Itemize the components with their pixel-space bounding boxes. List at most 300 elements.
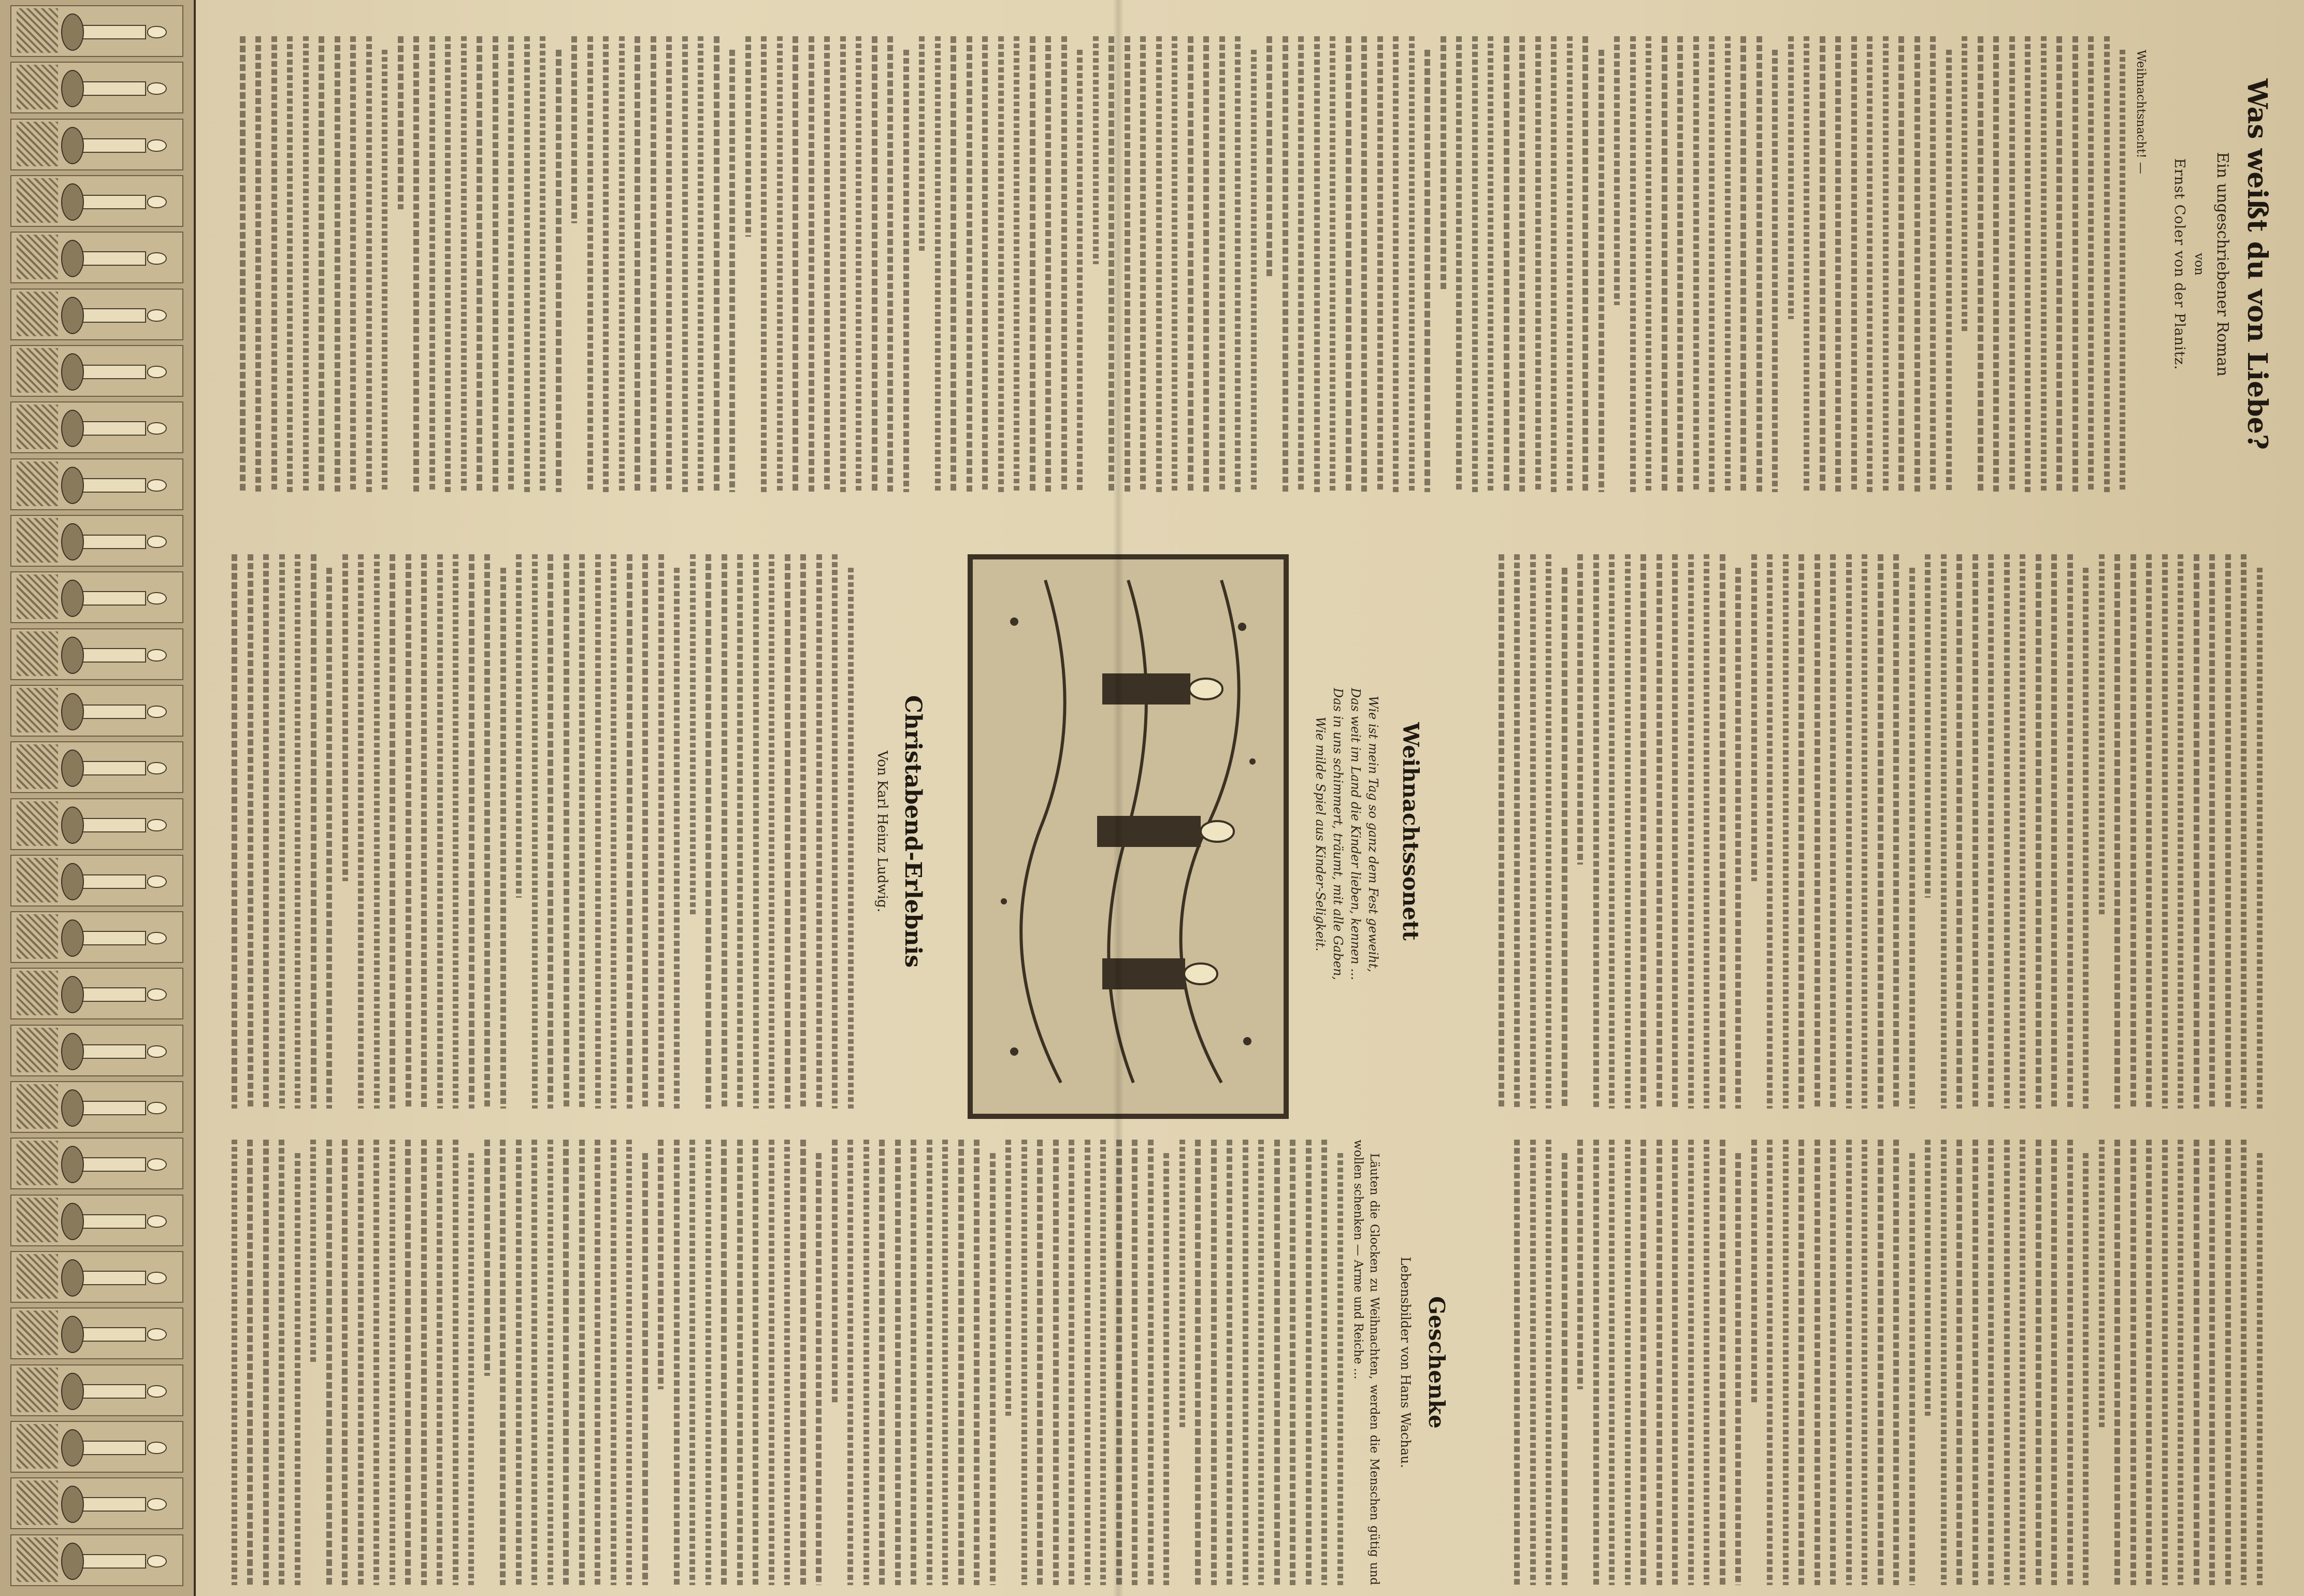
candle-icon	[10, 911, 183, 963]
text-line-texture	[993, 36, 1010, 492]
text-line-texture	[1794, 554, 1810, 1109]
text-line-texture	[654, 554, 670, 1109]
text-line-texture	[1589, 1140, 1605, 1585]
text-line-texture	[1873, 1140, 1889, 1585]
text-line-texture	[1747, 1140, 1763, 1585]
text-line-texture	[1752, 36, 1768, 492]
text-line-texture	[1941, 36, 1957, 492]
text-line-texture	[353, 1140, 369, 1585]
text-line-texture	[1778, 554, 1794, 1109]
text-line-texture	[2099, 36, 2115, 492]
text-line-texture	[1096, 1140, 1112, 1585]
text-line-texture	[1847, 36, 1863, 492]
text-line-texture	[2094, 1140, 2110, 1585]
text-line-texture	[2047, 554, 2063, 1109]
text-line-texture	[1889, 554, 1905, 1109]
text-line-texture	[2157, 554, 2173, 1109]
text-line-texture	[1317, 1140, 1333, 1585]
text-line-texture	[780, 1140, 796, 1585]
text-line-texture	[1825, 554, 1841, 1109]
text-line-texture	[1810, 1140, 1826, 1585]
text-line-texture	[385, 1140, 401, 1585]
text-line-texture	[1009, 36, 1025, 492]
column1-subtitle: Ein ungeschriebener Roman	[2213, 152, 2231, 377]
candle-icon	[10, 1195, 183, 1246]
text-line-texture	[2110, 554, 2126, 1109]
text-line-texture	[669, 1140, 685, 1585]
column3-upper-body	[1509, 1140, 2268, 1585]
text-line-texture	[1920, 554, 1936, 1109]
text-line-texture	[1604, 554, 1620, 1109]
text-line-texture	[1183, 36, 1199, 492]
text-line-texture	[2221, 554, 2237, 1109]
text-line-texture	[551, 36, 567, 492]
text-line-texture	[1825, 1140, 1841, 1585]
text-line-texture	[977, 36, 993, 492]
text-line-texture	[480, 554, 496, 1109]
text-line-texture	[756, 36, 772, 492]
column1-author: Ernst Coler von der Planitz.	[2171, 158, 2187, 370]
candle-icon	[10, 1477, 183, 1529]
text-line-texture	[693, 36, 709, 492]
text-line-texture	[2068, 36, 2084, 492]
text-line-texture	[1652, 554, 1668, 1109]
text-line-texture	[1641, 36, 1657, 492]
text-line-texture	[2221, 1140, 2237, 1585]
text-line-texture	[2141, 554, 2157, 1109]
text-line-texture	[1799, 36, 1815, 492]
column3-byline: Lebensbilder von Hans Wachau.	[1398, 1256, 1413, 1469]
text-line-texture	[1667, 1140, 1683, 1585]
text-line-texture	[1636, 554, 1652, 1109]
text-line-texture	[448, 1140, 464, 1585]
text-line-texture	[1794, 1140, 1810, 1585]
text-line-texture	[1167, 36, 1183, 492]
column2-poem-title: Weihnachtssonett	[1398, 722, 1423, 941]
text-line-texture	[1373, 36, 1389, 492]
text-line-texture	[527, 554, 543, 1109]
text-line-texture	[1525, 554, 1542, 1109]
text-line-texture	[1032, 1140, 1048, 1585]
text-line-texture	[614, 36, 630, 492]
text-line-texture	[353, 554, 369, 1109]
text-line-texture	[843, 554, 859, 1109]
text-line-texture	[1190, 1140, 1206, 1585]
text-line-texture	[922, 1140, 938, 1585]
text-line-texture	[669, 554, 685, 1109]
text-line-texture	[1983, 554, 1999, 1109]
candle-icon	[10, 345, 183, 397]
column2-story-byline: Von Karl Heinz Ludwig.	[874, 750, 890, 913]
text-line-texture	[1936, 1140, 1952, 1585]
text-line-texture	[827, 1140, 843, 1585]
text-line-texture	[1001, 1140, 1017, 1585]
text-line-texture	[1467, 36, 1484, 492]
text-line-texture	[1341, 36, 1357, 492]
text-line-texture	[1589, 554, 1605, 1109]
text-line-texture	[2189, 554, 2205, 1109]
text-line-texture	[930, 36, 946, 492]
text-line-texture	[890, 1140, 906, 1585]
text-line-texture	[1230, 36, 1246, 492]
text-line-texture	[258, 554, 275, 1109]
text-line-texture	[464, 1140, 480, 1585]
text-line-texture	[258, 1140, 275, 1585]
candle-icon	[10, 1364, 183, 1416]
text-line-texture	[306, 554, 322, 1109]
text-line-texture	[464, 554, 480, 1109]
text-line-texture	[330, 36, 346, 492]
candle-icon	[10, 685, 183, 737]
column2-upper-text	[1480, 554, 2268, 1109]
text-line-texture	[1404, 36, 1420, 492]
text-line-texture	[1199, 36, 1215, 492]
text-line-texture	[1573, 554, 1589, 1109]
poem-line: Das weit im Land die Kinder lieben, kennen ...	[1348, 687, 1363, 981]
text-line-texture	[2063, 1140, 2079, 1585]
text-line-texture	[1689, 36, 1705, 492]
text-line-texture	[1151, 36, 1168, 492]
text-line-texture	[811, 1140, 827, 1585]
candle-icon	[10, 1307, 183, 1359]
text-line-texture	[1120, 36, 1136, 492]
text-line-texture	[298, 36, 314, 492]
text-line-texture	[2110, 1140, 2126, 1585]
text-line-texture	[1573, 1140, 1589, 1585]
text-line-texture	[717, 554, 733, 1109]
column3-opening: Läuten die Glocken zu Weihnachten, werden die Menschen gütig und wollen schenken — Arme und Reiche ...	[1351, 1140, 1381, 1585]
text-line-texture	[1515, 36, 1531, 492]
text-line-texture	[306, 1140, 322, 1585]
text-line-texture	[1262, 36, 1278, 492]
text-line-texture	[267, 36, 283, 492]
text-line-texture	[836, 36, 852, 492]
text-line-texture	[1936, 554, 1952, 1109]
column1-byline-prefix: von	[2192, 253, 2207, 276]
text-line-texture	[574, 554, 591, 1109]
text-line-texture	[1620, 554, 1636, 1109]
text-line-texture	[543, 554, 559, 1109]
text-line-texture	[480, 1140, 496, 1585]
text-line-texture	[1736, 36, 1752, 492]
text-line-texture	[2005, 36, 2021, 492]
text-line-texture	[716, 1140, 732, 1585]
text-line-texture	[1048, 1140, 1064, 1585]
text-line-texture	[788, 36, 804, 492]
column2-lower-body	[227, 554, 859, 1109]
text-line-texture	[2094, 554, 2110, 1109]
text-line-texture	[559, 554, 575, 1109]
text-line-texture	[851, 36, 867, 492]
column3-lower-text	[217, 1140, 1382, 1585]
column2-lower-text	[217, 554, 859, 1109]
text-line-texture	[1309, 36, 1326, 492]
text-line-texture	[251, 36, 267, 492]
text-line-texture	[1999, 1140, 2015, 1585]
text-line-texture	[883, 36, 899, 492]
text-line-texture	[1557, 1140, 1573, 1585]
text-line-texture	[622, 1140, 638, 1585]
text-line-texture	[1325, 36, 1341, 492]
text-line-texture	[1112, 1140, 1128, 1585]
text-line-texture	[812, 554, 828, 1109]
text-line-texture	[2157, 1140, 2173, 1585]
text-line-texture	[819, 36, 836, 492]
text-line-texture	[416, 554, 433, 1109]
text-line-texture	[242, 1140, 258, 1585]
text-line-texture	[1673, 36, 1689, 492]
text-line-texture	[282, 36, 298, 492]
text-line-texture	[1973, 36, 1989, 492]
text-line-texture	[2141, 1140, 2157, 1585]
candle-icon	[10, 1081, 183, 1133]
text-line-texture	[796, 1140, 812, 1585]
text-line-texture	[1747, 554, 1763, 1109]
poem-line: Wie ist mein Tag so ganz dem Fest geweiht,	[1366, 696, 1380, 972]
text-line-texture	[1762, 1140, 1778, 1585]
candle-icon	[10, 5, 183, 57]
text-line-texture	[899, 36, 915, 492]
text-line-texture	[433, 554, 449, 1109]
text-line-texture	[1905, 554, 1921, 1109]
text-line-texture	[646, 36, 662, 492]
text-line-texture	[685, 1140, 701, 1585]
text-line-texture	[748, 554, 765, 1109]
text-line-texture	[2236, 1140, 2252, 1585]
text-line-texture	[653, 1140, 669, 1585]
candle-icon	[10, 1251, 183, 1303]
text-line-texture	[2252, 554, 2268, 1109]
text-line-texture	[1968, 554, 1984, 1109]
text-line-texture	[1968, 1140, 1984, 1585]
text-line-texture	[1894, 36, 1910, 492]
text-line-texture	[732, 1140, 748, 1585]
text-line-texture	[701, 554, 717, 1109]
text-line-texture	[1857, 1140, 1873, 1585]
text-line-texture	[1064, 1140, 1080, 1585]
text-line-texture	[488, 36, 504, 492]
text-line-texture	[1293, 36, 1309, 492]
text-line-texture	[874, 1140, 890, 1585]
text-line-texture	[938, 1140, 954, 1585]
text-line-texture	[748, 1140, 764, 1585]
text-line-texture	[969, 1140, 985, 1585]
text-line-texture	[1667, 554, 1683, 1109]
text-line-texture	[583, 36, 599, 492]
text-line-texture	[1135, 36, 1151, 492]
candle-icon	[10, 1534, 183, 1586]
text-line-texture	[906, 1140, 922, 1585]
text-line-texture	[1215, 36, 1231, 492]
text-line-texture	[1483, 36, 1499, 492]
text-line-texture	[1683, 1140, 1700, 1585]
text-line-texture	[1873, 554, 1889, 1109]
candle-icon	[10, 855, 183, 907]
text-line-texture	[1604, 1140, 1620, 1585]
candle-icon	[10, 515, 183, 567]
text-line-texture	[780, 554, 796, 1109]
text-line-texture	[1957, 36, 1973, 492]
text-line-texture	[2031, 554, 2047, 1109]
text-line-texture	[322, 554, 338, 1109]
text-line-texture	[235, 36, 251, 492]
candle-icon	[10, 289, 183, 340]
column1-body	[235, 36, 2131, 492]
text-line-texture	[1509, 1140, 1525, 1585]
text-line-texture	[1841, 554, 1857, 1109]
text-line-texture	[622, 554, 638, 1109]
text-line-texture	[1104, 36, 1120, 492]
text-line-texture	[1041, 36, 1057, 492]
text-line-texture	[2078, 554, 2094, 1109]
text-line-texture	[345, 36, 362, 492]
candle-icon	[10, 119, 183, 170]
text-line-texture	[630, 36, 646, 492]
text-line-texture	[732, 554, 748, 1109]
text-line-texture	[1541, 1140, 1557, 1585]
text-line-texture	[1841, 1140, 1857, 1585]
text-line-texture	[1494, 554, 1510, 1109]
text-line-texture	[1270, 1140, 1286, 1585]
text-line-texture	[1420, 36, 1436, 492]
candle-icon	[10, 741, 183, 793]
poem-line: Wie milde Spiel aus Kinder-Seligkeit.	[1313, 716, 1328, 952]
text-line-texture	[1159, 1140, 1175, 1585]
text-line-texture	[859, 1140, 875, 1585]
text-line-texture	[1557, 554, 1573, 1109]
text-line-texture	[1920, 1140, 1936, 1585]
text-line-texture	[1531, 36, 1547, 492]
text-line-texture	[432, 1140, 448, 1585]
candle-icon	[10, 62, 183, 113]
text-line-texture	[1057, 36, 1073, 492]
column3-title: Geschenke	[1424, 1296, 1449, 1429]
text-line-texture	[1699, 1140, 1715, 1585]
candle-icon	[10, 1421, 183, 1473]
text-line-texture	[511, 554, 527, 1109]
text-line-texture	[448, 554, 464, 1109]
text-line-texture	[1862, 36, 1878, 492]
text-line-texture	[496, 554, 512, 1109]
text-line-texture	[401, 554, 417, 1109]
text-line-texture	[1080, 1140, 1096, 1585]
text-line-texture	[1925, 36, 1941, 492]
column2-poem	[1312, 580, 1382, 1088]
text-line-texture	[290, 554, 306, 1109]
text-line-texture	[1731, 554, 1747, 1109]
candle-icon	[10, 232, 183, 283]
text-line-texture	[1301, 1140, 1317, 1585]
candle-icon	[10, 571, 183, 623]
text-line-texture	[1889, 1140, 1905, 1585]
candle-icon	[10, 175, 183, 227]
text-line-texture	[1704, 36, 1720, 492]
text-line-texture	[1699, 554, 1715, 1109]
text-line-texture	[638, 554, 654, 1109]
text-line-texture	[827, 554, 843, 1109]
text-line-texture	[1783, 36, 1799, 492]
text-line-texture	[2063, 554, 2079, 1109]
text-line-texture	[946, 36, 962, 492]
text-line-texture	[1999, 554, 2015, 1109]
text-line-texture	[2205, 1140, 2221, 1585]
text-line-texture	[338, 554, 354, 1109]
text-line-texture	[914, 36, 930, 492]
text-line-texture	[227, 554, 243, 1109]
text-line-texture	[2047, 1140, 2063, 1585]
text-line-texture	[1088, 36, 1104, 492]
text-line-texture	[440, 36, 456, 492]
text-line-texture	[1238, 1140, 1254, 1585]
text-line-texture	[1541, 554, 1557, 1109]
column1-text	[222, 36, 2149, 492]
text-line-texture	[1025, 36, 1041, 492]
text-line-texture	[322, 1140, 338, 1585]
text-line-texture	[2015, 554, 2031, 1109]
christmas-candles-illustration	[968, 554, 1289, 1119]
text-line-texture	[1609, 36, 1625, 492]
text-line-texture	[1499, 36, 1515, 492]
text-line-texture	[2126, 1140, 2142, 1585]
text-line-texture	[1905, 1140, 1921, 1585]
text-line-texture	[701, 1140, 717, 1585]
text-line-texture	[1715, 554, 1731, 1109]
text-line-texture	[2189, 1140, 2205, 1585]
candle-icon	[10, 1138, 183, 1189]
text-line-texture	[535, 36, 551, 492]
text-line-texture	[1810, 554, 1826, 1109]
text-line-texture	[227, 1140, 243, 1585]
text-line-texture	[425, 36, 441, 492]
candle-icon	[10, 628, 183, 680]
text-line-texture	[1989, 36, 2005, 492]
text-line-texture	[400, 1140, 416, 1585]
text-line-texture	[1720, 36, 1736, 492]
text-line-texture	[804, 36, 820, 492]
text-line-texture	[456, 36, 472, 492]
text-line-texture	[1636, 1140, 1652, 1585]
text-line-texture	[274, 1140, 290, 1585]
candle-icon	[10, 798, 183, 850]
text-line-texture	[362, 36, 378, 492]
text-line-texture	[1731, 1140, 1747, 1585]
text-line-texture	[2205, 554, 2221, 1109]
text-line-texture	[567, 36, 583, 492]
text-line-texture	[2015, 1140, 2031, 1585]
text-line-texture	[2173, 554, 2189, 1109]
text-line-texture	[558, 1140, 574, 1585]
text-line-texture	[369, 554, 385, 1109]
text-line-texture	[1246, 36, 1262, 492]
text-line-texture	[1072, 36, 1088, 492]
text-line-texture	[2236, 554, 2252, 1109]
text-line-texture	[1143, 1140, 1159, 1585]
text-line-texture	[409, 36, 425, 492]
text-line-texture	[543, 1140, 559, 1585]
text-line-texture	[416, 1140, 433, 1585]
text-line-texture	[867, 36, 883, 492]
text-line-texture	[638, 1140, 654, 1585]
candle-icon	[10, 401, 183, 453]
text-line-texture	[393, 36, 409, 492]
text-line-texture	[1175, 1140, 1191, 1585]
text-line-texture	[2052, 36, 2068, 492]
text-line-texture	[495, 1140, 511, 1585]
text-line-texture	[1451, 36, 1467, 492]
text-line-texture	[472, 36, 488, 492]
text-line-texture	[1562, 36, 1578, 492]
text-line-texture	[520, 36, 536, 492]
